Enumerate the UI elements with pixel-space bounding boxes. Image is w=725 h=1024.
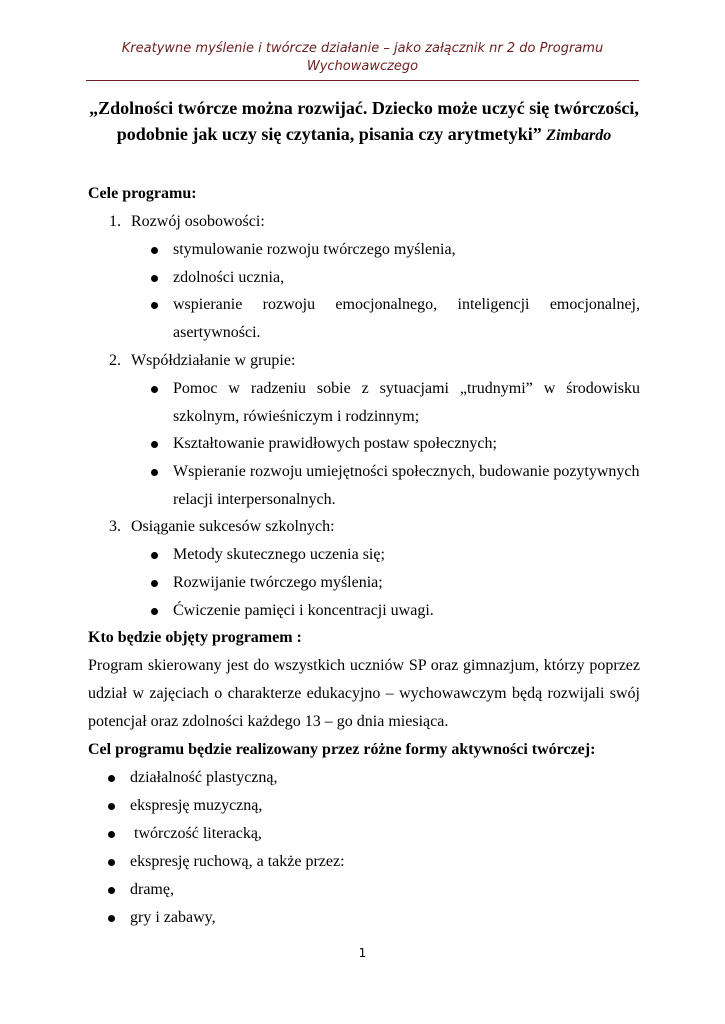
page-number: 1 xyxy=(358,946,367,960)
bullet-item xyxy=(88,375,640,430)
bullet-text: Rozwijanie twórczego myślenia; xyxy=(173,574,383,592)
goal-item-1 xyxy=(88,208,640,236)
goal-2-bullets xyxy=(88,375,640,514)
document-body xyxy=(88,180,640,932)
bullet-dot-icon xyxy=(151,441,158,448)
quote-line-2 xyxy=(88,121,640,149)
list-item-text: gry i zabawy, xyxy=(130,909,216,927)
bullet-dot-icon xyxy=(151,302,158,309)
bullet-item xyxy=(88,458,640,513)
bullet-item xyxy=(88,597,640,625)
quote-text-2: podobnie jak uczy się czytania, pisania czy arytmetyki” xyxy=(116,124,542,144)
goal-1-bullets xyxy=(88,236,640,347)
list-item-text: ekspresję muzyczną, xyxy=(130,797,263,815)
bullet-text-continued: szkolnym, rówieśniczym i rodzinnym; xyxy=(173,407,420,425)
goal-3-bullets xyxy=(88,541,640,624)
bullet-text: wspieranie rozwoju emocjonalnego, inteligencji emocjonalnej, xyxy=(173,296,640,314)
quote-author: Zimbardo xyxy=(546,127,612,144)
goal-number-2: 2. xyxy=(109,351,121,369)
audience-line-2: udział w zajęciach o charakterze edukacyjno – wychowawczym będą rozwijali swój xyxy=(88,685,640,703)
goal-label-1: Rozwój osobowości: xyxy=(131,213,265,230)
bullet-dot-icon xyxy=(151,552,158,559)
bullet-item xyxy=(88,264,640,292)
bullet-dot-icon xyxy=(108,915,115,922)
bullet-dot-icon xyxy=(108,859,115,866)
audience-line-1: Program skierowany jest do wszystkich uczniów SP oraz gimnazjum, którzy poprzez xyxy=(88,657,640,675)
list-item-text: działalność plastyczną, xyxy=(130,769,278,787)
bullet-text-continued: asertywności. xyxy=(173,324,261,342)
bullet-dot-icon xyxy=(151,275,158,282)
bullet-text: Wspieranie rozwoju umiejętności społecznych, budowanie pozytywnych xyxy=(173,462,640,480)
bullet-item xyxy=(88,236,640,264)
goal-item-3 xyxy=(88,513,640,541)
list-item-text: twórczość literacką, xyxy=(130,825,262,843)
header-line-1: Kreatywne myślenie i twórcze działanie – jako załącznik nr 2 do Programu xyxy=(121,41,604,56)
bullet-dot-icon xyxy=(108,775,115,782)
bullet-text: Kształtowanie prawidłowych postaw społecznych; xyxy=(173,435,497,453)
goals-heading: Cele programu: xyxy=(88,185,197,202)
bullet-item xyxy=(88,430,640,458)
bullet-item xyxy=(88,291,640,346)
audience-paragraph xyxy=(88,652,640,736)
list-item xyxy=(88,792,640,820)
forms-heading: Cel programu będzie realizowany przez różne formy aktywności twórczej: xyxy=(88,741,596,759)
goal-number-1: 1. xyxy=(109,213,121,230)
bullet-dot-icon xyxy=(151,386,158,393)
bullet-dot-icon xyxy=(108,803,115,810)
bullet-dot-icon xyxy=(151,469,158,476)
header-divider xyxy=(86,80,639,81)
header-line-2: Wychowawczego xyxy=(306,59,419,74)
epigraph-quote xyxy=(88,95,640,149)
bullet-text: Pomoc w radzeniu sobie z sytuacjami „trudnymi” w środowisku xyxy=(173,379,640,397)
bullet-dot-icon xyxy=(151,247,158,254)
list-item xyxy=(88,820,640,848)
bullet-dot-icon xyxy=(108,831,115,838)
goal-label-3: Osiąganie sukcesów szkolnych: xyxy=(131,518,335,536)
audience-line-3: potencjał oraz zdolności każdego 13 – go dnia miesiąca. xyxy=(88,713,449,731)
bullet-text: stymulowanie rozwoju twórczego myślenia, xyxy=(173,241,456,258)
list-item xyxy=(88,876,640,904)
bullet-dot-icon xyxy=(108,887,115,894)
bullet-item xyxy=(88,569,640,597)
bullet-text: Metody skutecznego uczenia się; xyxy=(173,546,385,564)
list-item xyxy=(88,904,640,932)
bullet-dot-icon xyxy=(151,608,158,615)
goal-number-3: 3. xyxy=(109,518,121,536)
bullet-text: zdolności ucznia, xyxy=(173,268,285,286)
bullet-text-continued: relacji interpersonalnych. xyxy=(173,490,336,508)
list-item xyxy=(88,764,640,792)
goal-label-2: Współdziałanie w grupie: xyxy=(131,351,296,369)
list-item xyxy=(88,848,640,876)
running-header xyxy=(0,40,725,76)
quote-line-1: „Zdolności twórcze można rozwijać. Dziecko może uczyć się twórczości, xyxy=(89,98,639,118)
forms-list xyxy=(88,764,640,932)
list-item-text: dramę, xyxy=(130,881,174,899)
bullet-text: Ćwiczenie pamięci i koncentracji uwagi. xyxy=(173,601,434,619)
audience-heading: Kto będzie objęty programem : xyxy=(88,629,302,647)
list-item-text: ekspresję ruchową, a także przez: xyxy=(130,853,345,871)
goal-item-2 xyxy=(88,347,640,375)
bullet-item xyxy=(88,541,640,569)
bullet-dot-icon xyxy=(151,580,158,587)
